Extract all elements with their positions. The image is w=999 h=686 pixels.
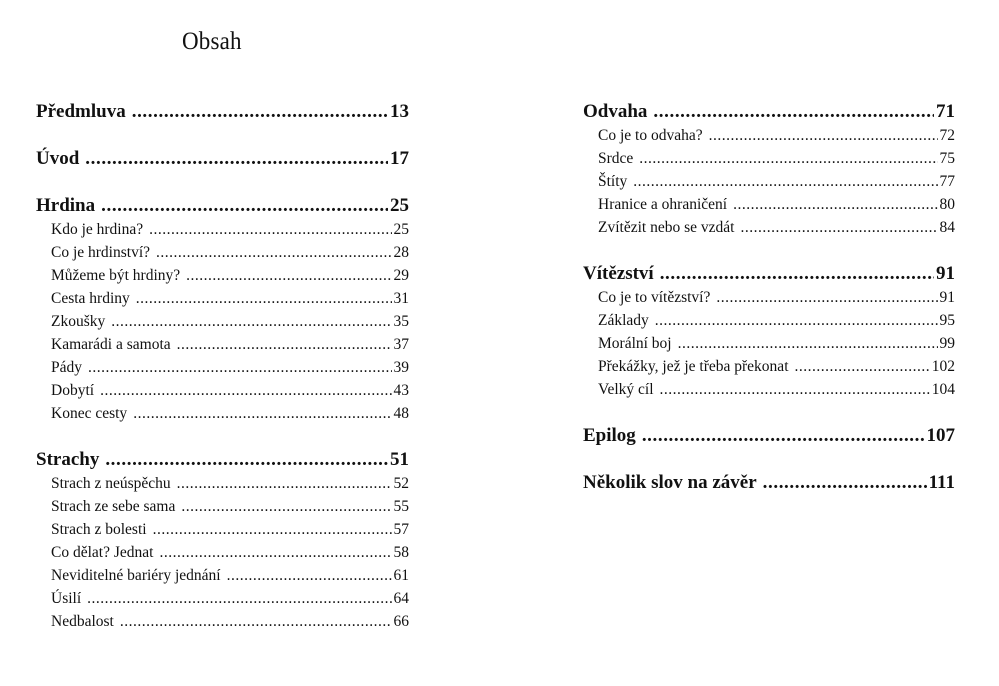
toc-entry-co-je-hrdinstvi [36,241,409,264]
page-number: 52 [393,475,409,492]
dot-leader [133,402,391,425]
page-number: 57 [393,521,409,538]
page-number: 91 [936,263,955,284]
entry-title: Zkoušky [51,313,106,330]
dot-leader [655,309,938,332]
page-number: 71 [936,101,955,122]
dot-leader [88,356,392,379]
toc-entry-dobyti [36,379,409,402]
toc-chapter-epilog [583,423,955,448]
page-number: 48 [393,405,409,422]
toc-chapter-block [36,193,409,425]
page-number: 37 [393,336,409,353]
page-number: 55 [393,498,409,515]
page-number: 91 [939,289,955,306]
dot-leader [642,423,925,448]
dot-leader [633,170,937,193]
entry-title: Neviditelné bariéry jednání [51,567,221,584]
toc-entry-strach-z-neuspechu [36,472,409,495]
toc-entry-stity [583,170,955,193]
dot-leader [159,541,391,564]
toc-chapter-block [36,99,409,124]
dot-leader [177,472,392,495]
page-number: 107 [926,425,955,446]
entry-title: Co je to vítězství? [598,289,711,306]
toc-entry-zaklady [583,309,955,332]
dot-leader [716,286,937,309]
entry-title: Strach z bolesti [51,521,147,538]
toc-entry-cesta-hrdiny [36,287,409,310]
page-number: 111 [928,472,955,493]
toc-entry-neviditelne-bariery-jednani [36,564,409,587]
entry-title: Co je hrdinství? [51,244,151,261]
page-number: 99 [939,335,955,352]
dot-leader [186,264,391,287]
page-number: 25 [390,195,409,216]
dot-leader [87,587,391,610]
page-number: 102 [931,358,955,375]
toc-entry-prekazky-jez-je-treba-prekonat [583,355,955,378]
toc-chapter-strachy [36,447,409,472]
toc-chapter-block [36,447,409,633]
toc-entry-pady [36,356,409,379]
toc-chapter-block [583,470,955,495]
entry-title: Překážky, jež je třeba překonat [598,358,789,375]
page-number: 39 [393,359,409,376]
chapter-title: Vítězství [583,263,654,284]
toc-entry-hranice-a-ohraniceni [583,193,955,216]
entry-title: Základy [598,312,649,329]
dot-leader [678,332,938,355]
page-number: 75 [939,150,955,167]
dot-leader [740,216,937,239]
page-number: 35 [393,313,409,330]
toc-entry-srdce [583,147,955,170]
toc-chapter-block [583,423,955,448]
page-number: 43 [393,382,409,399]
toc-entry-kamaradi-a-samota [36,333,409,356]
toc-chapter-odvaha [583,99,955,124]
entry-title: Kdo je hrdina? [51,221,144,238]
entry-title: Nedbalost [51,613,114,630]
chapter-title: Strachy [36,449,100,470]
entry-title: Konec cesty [51,405,128,422]
entry-title: Hranice a ohraničení [598,196,728,213]
entry-title: Úsilí [51,590,82,607]
entry-title: Srdce [598,150,634,167]
dot-leader [120,610,392,633]
page-number: 29 [393,267,409,284]
page-number: 77 [939,173,955,190]
entry-title: Zvítězit nebo se vzdát [598,219,735,236]
dot-leader [177,333,392,356]
dot-leader [101,193,388,218]
page-number: 72 [939,127,955,144]
dot-leader [85,146,388,171]
dot-leader [156,241,391,264]
toc-chapter-block [583,99,955,239]
dot-leader [660,261,934,286]
dot-leader [653,99,934,124]
dot-leader [149,218,391,241]
toc-chapter-block [36,146,409,171]
toc-chapter-predmluva [36,99,409,124]
toc-entry-zvitezit-nebo-se-vzdat [583,216,955,239]
toc-entry-kdo-je-hrdina [36,218,409,241]
dot-leader [227,564,392,587]
page-number: 13 [390,101,409,122]
page-number: 17 [390,148,409,169]
page-number: 25 [393,221,409,238]
toc-entry-konec-cesty [36,402,409,425]
toc-column-left [36,99,409,655]
toc-entry-moralni-boj [583,332,955,355]
toc-chapter-block [583,261,955,401]
toc-entry-strach-ze-sebe-sama [36,495,409,518]
entry-title: Morální boj [598,335,672,352]
toc-chapter-vitezstvi [583,261,955,286]
entry-title: Cesta hrdiny [51,290,130,307]
toc-entry-strach-z-bolesti [36,518,409,541]
toc-column-right [583,99,955,517]
dot-leader [639,147,937,170]
page-number: 28 [393,244,409,261]
dot-leader [111,310,391,333]
chapter-title: Úvod [36,148,80,169]
dot-leader [709,124,938,147]
dot-leader [181,495,391,518]
toc-entry-velky-cil [583,378,955,401]
entry-title: Štíty [598,173,628,190]
dot-leader [100,379,391,402]
toc-entry-co-je-to-vitezstvi [583,286,955,309]
toc-chapter-uvod [36,146,409,171]
dot-leader [132,99,388,124]
toc-entry-muzeme-byt-hrdiny [36,264,409,287]
page-number: 31 [393,290,409,307]
entry-title: Kamarádi a samota [51,336,171,353]
entry-title: Pády [51,359,82,376]
entry-title: Můžeme být hrdiny? [51,267,181,284]
page-number: 104 [931,381,955,398]
entry-title: Strach ze sebe sama [51,498,176,515]
toc-entry-zkousky [36,310,409,333]
toc-entry-co-je-to-odvaha [583,124,955,147]
entry-title: Strach z neúspěchu [51,475,171,492]
entry-title: Dobytí [51,382,95,399]
page-number: 64 [393,590,409,607]
chapter-title: Odvaha [583,101,648,122]
entry-title: Co dělat? Jednat [51,544,154,561]
toc-chapter-hrdina [36,193,409,218]
entry-title: Co je to odvaha? [598,127,703,144]
chapter-title: Předmluva [36,101,126,122]
page-number: 80 [939,196,955,213]
page-title: Obsah [182,28,242,55]
dot-leader [105,447,388,472]
entry-title: Velký cíl [598,381,654,398]
toc-entry-nedbalost [36,610,409,633]
page-number: 95 [939,312,955,329]
dot-leader [660,378,930,401]
dot-leader [153,518,392,541]
dot-leader [795,355,930,378]
toc-entry-usili [36,587,409,610]
page-number: 51 [390,449,409,470]
chapter-title: Několik slov na závěr [583,472,757,493]
chapter-title: Epilog [583,425,636,446]
chapter-title: Hrdina [36,195,96,216]
toc-chapter-nekolik-slov-na-zaver [583,470,955,495]
dot-leader [763,470,927,495]
page-number: 84 [939,219,955,236]
dot-leader [733,193,937,216]
page-number: 61 [393,567,409,584]
page-number: 58 [393,544,409,561]
toc-entry-co-delat-jednat [36,541,409,564]
page-number: 66 [393,613,409,630]
dot-leader [136,287,392,310]
